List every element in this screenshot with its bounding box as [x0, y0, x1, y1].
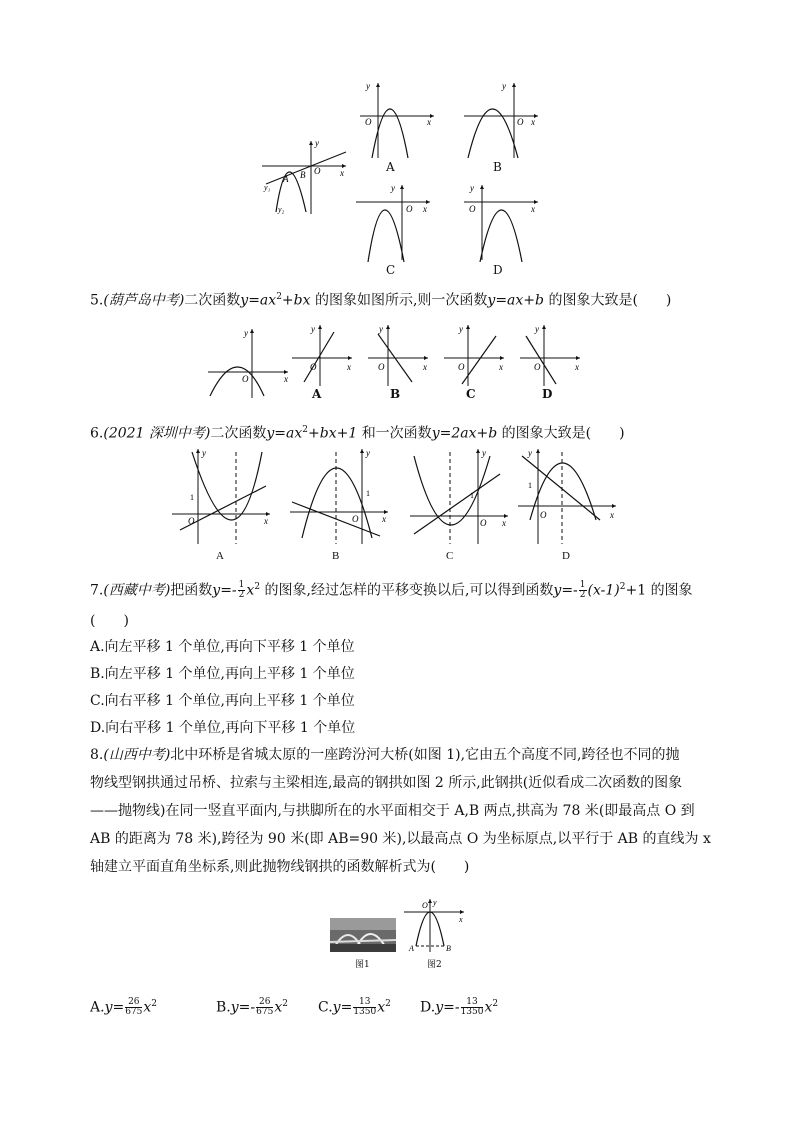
- q4d-x: x: [531, 204, 535, 214]
- q6-stem: 6.(2021 深圳中考)二次函数$y=ax^2+bx+1$ 和一次函数y=2ax+b 的图象大致是( ): [90, 425, 625, 442]
- q5-option-a-label[interactable]: A: [312, 387, 322, 401]
- q8-line5: 轴建立平面直角坐标系,则此抛物线钢拱的函数解析式为( ): [90, 859, 470, 875]
- q4-option-b-label[interactable]: B: [493, 160, 502, 174]
- q6d-o: O: [540, 510, 547, 520]
- q8-d-lead: y=-: [435, 999, 460, 1016]
- q6c-x: x: [502, 518, 506, 528]
- q5d-x: x: [575, 362, 579, 372]
- q7-option-c[interactable]: C.向右平移 1 个单位,再向上平移 1 个单位: [90, 693, 355, 709]
- q5-option-a-graph: [290, 322, 356, 388]
- q5a-x: x: [347, 362, 351, 372]
- q8-c-letter: C.: [318, 999, 333, 1016]
- q4a-x: x: [427, 117, 431, 127]
- q5-text-mid: 的图象如图所示,则一次函数: [314, 292, 488, 309]
- fig1-label: 图1: [355, 960, 370, 970]
- q7-text3: 的图象: [650, 582, 693, 599]
- q6-option-c-graph: [408, 446, 512, 546]
- q6-fn1-tail: +bx+1: [308, 425, 358, 442]
- q4b-o: O: [517, 117, 524, 127]
- q6-text-mid: 和一次函数: [361, 425, 432, 442]
- q8-fig2-b: B: [446, 944, 451, 953]
- q8-a-lead: y=: [104, 999, 125, 1016]
- q8-c-den: 1350: [353, 1007, 377, 1018]
- q5-option-b-graph: [366, 322, 432, 388]
- q5b-y: y: [379, 324, 383, 334]
- q8-b-frac: [256, 998, 273, 1017]
- q5-main-x: x: [284, 374, 288, 384]
- q4a-y: y: [366, 81, 370, 91]
- q4b-x: x: [531, 117, 535, 127]
- q7-fn2b: (x-1): [587, 582, 620, 599]
- fig2-label: 图2: [427, 960, 442, 970]
- q7-frac1: [238, 581, 246, 600]
- q4b-y: y: [502, 81, 506, 91]
- q7-text1: 把函数: [170, 582, 213, 599]
- q5-source: (葫芦岛中考): [103, 292, 185, 309]
- q5-text-before: 二次函数: [184, 292, 241, 309]
- q5d-o: O: [534, 362, 541, 372]
- q6-source: (2021 深圳中考): [103, 425, 211, 442]
- q8-d-tail: x: [484, 999, 493, 1016]
- q4-option-d-label[interactable]: D: [493, 263, 503, 277]
- q5a-o: O: [310, 362, 317, 372]
- q8-line4: AB 的距离为 78 米),跨径为 90 米(即 AB=90 米),以最高点 O 为坐标原点,以平行于 AB 的直线为 x: [90, 831, 711, 847]
- q6d-one: 1: [528, 481, 532, 490]
- q8-b-den: 675: [256, 1007, 274, 1018]
- q6-option-a-label[interactable]: A: [216, 550, 224, 562]
- q8-source: (山西中考): [103, 747, 171, 763]
- q8-fig2-x: x: [459, 915, 463, 924]
- q8-line1: [90, 745, 679, 765]
- q6-option-a-graph: [170, 446, 274, 546]
- q5-option-c-graph: [442, 322, 508, 388]
- q7-text2: 的图象,经过怎样的平移变换以后,可以得到函数: [264, 582, 554, 599]
- q5c-x: x: [499, 362, 503, 372]
- q4-main-a: A: [283, 174, 289, 184]
- q6-option-b-graph: [288, 446, 392, 546]
- bridge-photo: [330, 918, 396, 952]
- q8-b-lead: y=-: [230, 999, 256, 1016]
- q8-fig2-y: y: [433, 898, 437, 907]
- q4-main-y1: y₁: [264, 183, 271, 192]
- q5-text-after: 的图象大致是( ): [548, 292, 672, 309]
- q5b-o: O: [378, 362, 385, 372]
- q6a-x: x: [264, 516, 268, 526]
- q4c-x: x: [423, 204, 427, 214]
- q8-line3: ——抛物线)在同一竖直平面内,与拱脚所在的水平面相交于 A,B 两点,拱高为 78 米(即最高点 O 到: [90, 803, 695, 819]
- q8-b-letter: B.: [216, 999, 231, 1016]
- q8-c-lead: y=: [332, 999, 353, 1016]
- q7-frac2-den: 2: [579, 590, 586, 601]
- q7-option-d[interactable]: D.向右平移 1 个单位,再向下平移 1 个单位: [90, 720, 356, 736]
- q5-option-b-label[interactable]: B: [390, 387, 401, 401]
- q8-line1-text: 北中环桥是省城太原的一座跨汾河大桥(如图 1),它由五个高度不同,跨径也不同的抛: [170, 747, 680, 763]
- q7-option-a[interactable]: A.向左平移 1 个单位,再向下平移 1 个单位: [90, 639, 355, 655]
- q6b-o: O: [352, 514, 359, 524]
- q8-b-tail: x: [274, 999, 283, 1016]
- q8-d-letter: D.: [420, 999, 436, 1016]
- q5-fn2: y=ax+b: [487, 292, 544, 309]
- q4-main-y: y: [315, 138, 319, 148]
- q8-option-a[interactable]: A.y= $\frac{26}{675}$ $x^2$: [90, 997, 158, 1018]
- q4d-o: O: [469, 204, 476, 214]
- q4-option-c-graph: [352, 182, 434, 262]
- q4-option-d-graph: [460, 182, 542, 262]
- q6-text-after: 的图象大致是( ): [501, 425, 625, 442]
- q5c-y: y: [459, 324, 463, 334]
- q4c-o: O: [406, 204, 413, 214]
- q6a-one: 1: [190, 493, 194, 502]
- q8-b-num: 26: [256, 998, 273, 1008]
- q5-stem: 5.(葫芦岛中考)二次函数$y=ax^2+bx$ 的图象如图所示,则一次函数y=ax+b 的图象大致是( ): [90, 292, 672, 309]
- q5-option-c-label[interactable]: C: [466, 387, 476, 401]
- q4-option-a-graph: [358, 80, 438, 160]
- q7-frac1-num: 1: [238, 580, 245, 591]
- q8-a-num: 26: [125, 998, 142, 1008]
- q4-main-o: O: [314, 166, 321, 176]
- q8-a-tail: x: [143, 999, 152, 1016]
- q7-fn2a: y=-: [553, 582, 578, 599]
- q8-d-num: 13: [461, 998, 484, 1008]
- q6c-one: 1: [470, 491, 474, 500]
- q5c-o: O: [458, 362, 465, 372]
- q4c-y: y: [391, 183, 395, 193]
- q7-option-b[interactable]: B.向左平移 1 个单位,再向上平移 1 个单位: [90, 666, 355, 682]
- q7-number: 7.: [90, 582, 104, 599]
- q6c-y: y: [482, 448, 486, 458]
- q6b-y: y: [366, 448, 370, 458]
- q7-frac2: [579, 581, 587, 600]
- q8-a-letter: A.: [90, 999, 105, 1016]
- q6d-x: x: [610, 510, 614, 520]
- q4-main-graph: [258, 138, 350, 218]
- q8-line2: 物线型钢拱通过吊桥、拉索与主梁相连,最高的钢拱如图 2 所示,此钢拱(近似看成二次函数的图象: [90, 775, 683, 791]
- q5-fn1-tail: +bx: [281, 292, 311, 309]
- q7-fn1a: y=-: [212, 582, 237, 599]
- q8-a-frac: [125, 998, 142, 1017]
- q7-fn2c: +1: [625, 582, 647, 599]
- q8-c-num: 13: [353, 998, 376, 1008]
- q6-option-d-label[interactable]: D: [562, 550, 570, 562]
- q8-d-den: 1350: [460, 1007, 484, 1018]
- q4-main-b: B: [300, 170, 306, 180]
- q4-main-y2: y₂: [278, 205, 285, 214]
- q8-a-den: 675: [125, 1007, 143, 1018]
- q5-main-graph: [206, 326, 292, 400]
- q6-option-d-graph: [516, 446, 620, 546]
- q7-frac2-num: 1: [579, 580, 586, 591]
- q4-option-b-graph: [462, 80, 542, 160]
- q7-paren: ( ): [90, 613, 129, 629]
- q6d-y: y: [528, 448, 532, 458]
- q5a-y: y: [311, 324, 315, 334]
- q6-number: 6.: [90, 425, 104, 442]
- q8-option-c[interactable]: C.y= $\frac{13}{1350}$ $x^2$: [318, 997, 391, 1018]
- q6a-o: O: [188, 516, 195, 526]
- q7-source: (西藏中考): [103, 582, 171, 599]
- q5-main-o: O: [242, 374, 249, 384]
- q5b-x: x: [423, 362, 427, 372]
- q6-option-b-label[interactable]: B: [332, 550, 340, 562]
- q8-fig2-a: A: [409, 944, 414, 953]
- q8-option-d[interactable]: D.y=- $\frac{13}{1350}$ $x^2$: [420, 997, 499, 1018]
- q8-option-b[interactable]: B.y=- $\frac{26}{675}$ $x^2$: [216, 997, 288, 1018]
- q6b-one: 1: [366, 489, 370, 498]
- q4-option-c-label[interactable]: C: [386, 263, 396, 277]
- q5d-y: y: [535, 324, 539, 334]
- q6c-o: O: [480, 518, 487, 528]
- q5-option-d-graph: [518, 322, 584, 388]
- q8-fig2-graph: [402, 896, 468, 954]
- q8-number: 8.: [90, 747, 104, 763]
- q4-main-x: x: [340, 168, 344, 178]
- q5-option-d-label[interactable]: D: [542, 387, 553, 401]
- q5-main-y: y: [244, 328, 248, 338]
- q6-text-before: 二次函数: [210, 425, 267, 442]
- q5-fn1: y=ax: [240, 292, 277, 309]
- q6-fn1: y=ax: [266, 425, 303, 442]
- q4a-o: O: [365, 117, 372, 127]
- q6b-x: x: [382, 514, 386, 524]
- q8-c-tail: x: [377, 999, 386, 1016]
- q7-fn1b: x: [246, 582, 255, 599]
- q8-d-frac: [461, 998, 484, 1017]
- q7-frac1-den: 2: [238, 590, 245, 601]
- q8-fig2-o: O: [422, 901, 428, 910]
- q8-c-frac: [353, 998, 376, 1017]
- q4-option-a-label[interactable]: A: [386, 160, 395, 174]
- q6-option-c-label[interactable]: C: [446, 550, 454, 562]
- q7-stem: 7.(西藏中考)把函数y=- $\frac{1}{2}$ $x^2$ 的图象,经过怎样的平移变换以后,可以得到函数y=- $\frac{1}{2}$ $(x-1)^2+1$ 的图象: [90, 580, 693, 601]
- q4d-y: y: [470, 183, 474, 193]
- q6a-y: y: [202, 448, 206, 458]
- q6-fn2: y=2ax+b: [431, 425, 498, 442]
- q5-number: 5.: [90, 292, 104, 309]
